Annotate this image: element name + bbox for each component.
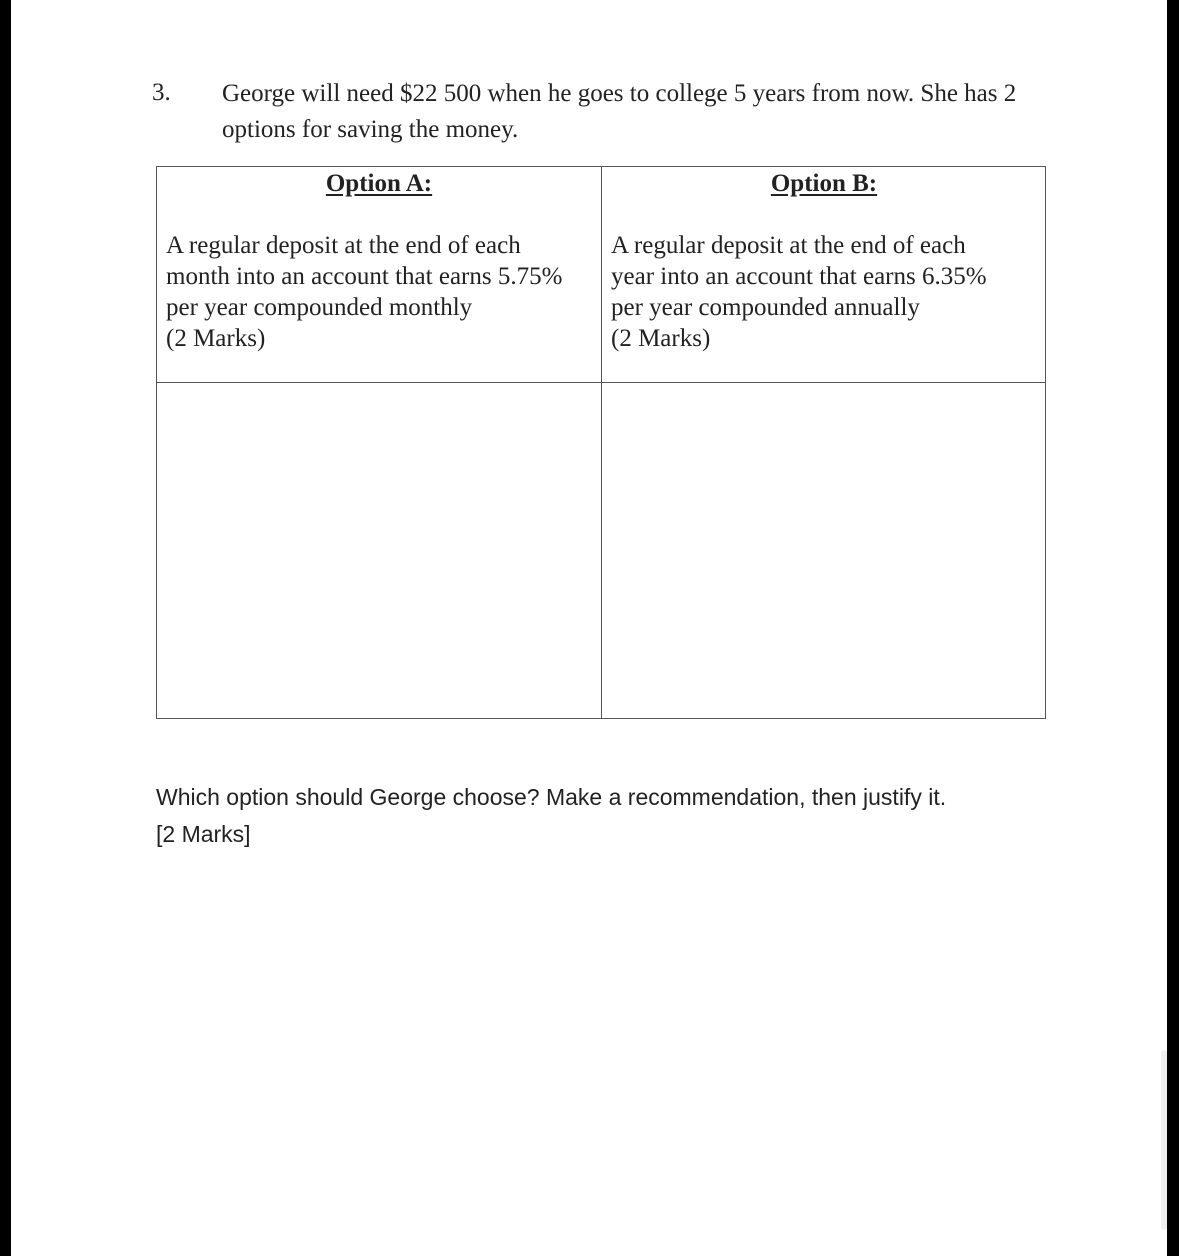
option-a-title: Option A: <box>325 170 433 197</box>
scrollbar[interactable] <box>1161 1050 1167 1230</box>
option-b-title: Option B: <box>770 170 878 197</box>
option-a-work-area[interactable] <box>157 383 601 719</box>
followup-section <box>156 779 946 853</box>
options-table <box>156 166 1046 719</box>
question-number: 3. <box>152 79 171 106</box>
followup-marks: [2 Marks] <box>156 821 251 847</box>
option-b-description: A regular deposit at the end of each year into an account that earns 6.35% per year compounded annually (2 Marks) <box>611 232 987 352</box>
option-b-work-area[interactable] <box>602 383 1046 719</box>
document-page <box>11 0 1167 1256</box>
question-text: George will need $22 500 when he goes to college 5 years from now. She has 2 options for saving the money. <box>222 80 1017 143</box>
followup-question: Which option should George choose? Make a recommendation, then justify it. <box>156 784 947 810</box>
option-a-description: A regular deposit at the end of each month into an account that earns 5.75% per year compounded monthly (2 Marks) <box>166 232 563 352</box>
